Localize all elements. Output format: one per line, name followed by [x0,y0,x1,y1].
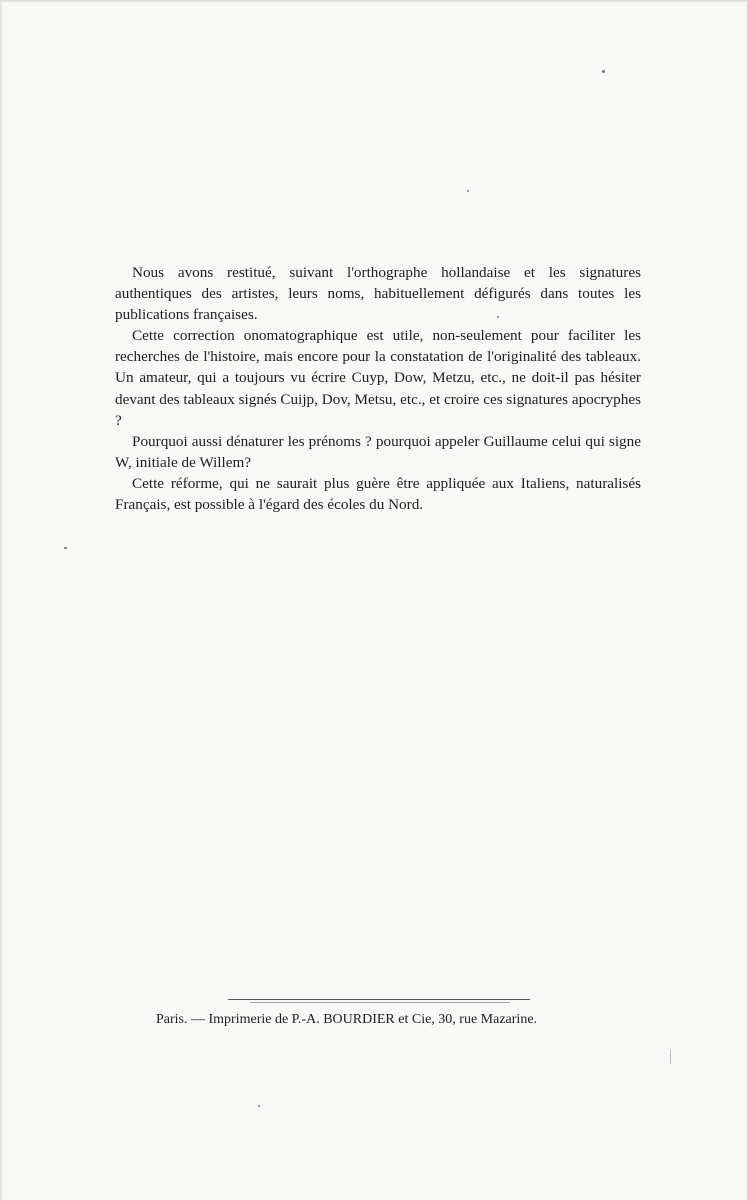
paragraph: Pourquoi aussi dénaturer les prénoms ? pourquoi appeler Guillaume celui qui signe W, initiale de Willem? [115,432,641,471]
paragraph: Cette correction onomatographique est utile, non-seulement pour faciliter les recherches de l'histoire, mais encore pour la constatation de l'originalité des tableaux. Un amateur, qui a toujours vu écrire Cuyp, Dow, Metzu, etc., ne doit-il pas hésiter devant des tableaux signés Cuijp, Dov, Metsu, etc., et croire ces signatures apocryphes ? [115,327,641,429]
printer-imprint: Paris. — Imprimerie de P.-A. BOURDIER et Cie, 30, rue Mazarine. [156,1012,538,1027]
paragraph: Cette réforme, qui ne saurait plus guère être appliquée aux Italiens, naturalisés Français, est possible à l'égard des écoles du Nord. [115,474,641,514]
page-left-edge [0,0,3,1200]
paper-speck [497,316,499,318]
paper-speck [258,1105,260,1107]
paper-speck [602,70,605,73]
page-top-edge [0,0,747,3]
imprint-rule-thin [250,1002,510,1003]
paper-speck [467,190,469,192]
body-text [115,262,641,515]
imprint-rule [228,999,530,1000]
paper-speck [64,547,67,549]
paper-speck [670,1050,671,1064]
paragraph: Nous avons restitué, suivant l'orthographe hollandaise et les signatures authentiques des artistes, leurs noms, habituellement défigurés dans toutes les publications françaises. [115,264,641,324]
